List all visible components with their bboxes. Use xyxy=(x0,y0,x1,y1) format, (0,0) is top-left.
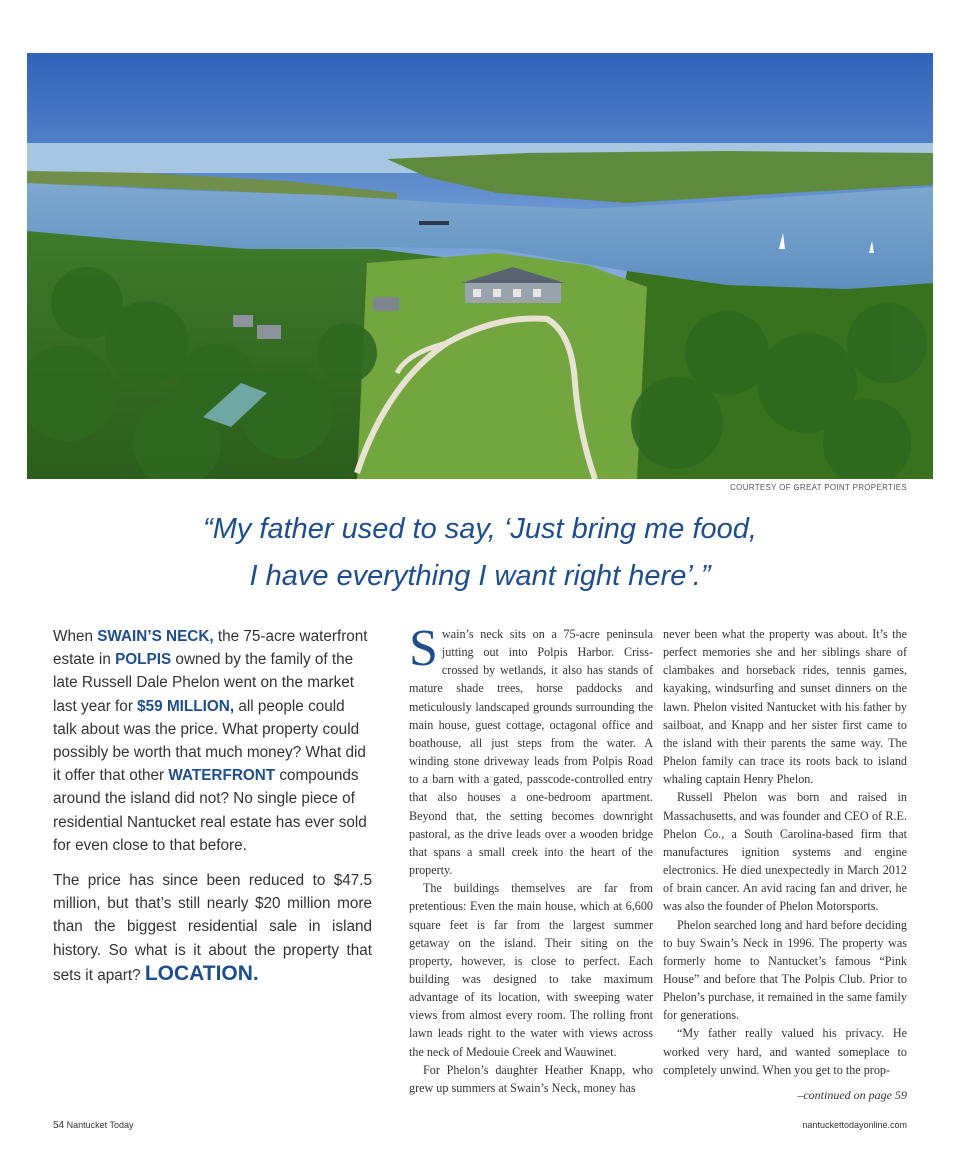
intro-text-run: all people could talk about was the price. What property could possibly be worth that much money? What did it offer that other xyxy=(53,697,366,785)
highlight-polpis: POLPIS xyxy=(115,651,172,669)
article-paragraph: The buildings themselves are far from pretentious: Even the main house, which at 6,600 square feet is far from the largest summer getaway on the island. Their siting on the property, however, is close to perfect. Each building was designed to take maximum advantage of its location, with sweeping water views from almost every room. The rolling front lawn leads right to the water with views across the neck of Medouie Creek and Wauwinet. xyxy=(409,881,653,1059)
highlight-price: $59 MILLION, xyxy=(137,697,235,715)
highlight-location: LOCATION. xyxy=(144,961,259,985)
intro-text-run: The price has since been reduced to $47.5 million, but that’s still nearly $20 million more than the biggest residential sale in island history. So what is it about the property that sets it apart? xyxy=(53,872,372,984)
article-paragraph xyxy=(409,620,653,879)
drop-cap: S xyxy=(409,620,438,677)
pull-quote-line-1: “My father used to say, ‘Just bring me food, xyxy=(203,513,757,545)
article-column-1 xyxy=(409,620,653,1097)
intro-text-run: When xyxy=(53,628,98,645)
photo-credit: COURTESY OF GREAT POINT PROPERTIES xyxy=(730,483,907,492)
aerial-photo xyxy=(27,53,933,479)
article-column-2 xyxy=(663,625,907,1079)
article-text: wain’s neck sits on a 75-acre peninsula jutting out into Polpis Harbor. Criss-crossed by wetlands, it also has stands of mature shade trees, horse paddocks and meticulously landscaped grounds surrounding the main house, guest cottage, octagonal office and boathouse, all just steps from the water. A winding stone driveway leads from Polpis Road to a barn with a gated, passcode-controlled entry that also houses a one-bedroom apartment. Beyond that, the setting becomes downright pastoral, as the drive leads over a wooden bridge that spans a small creek into the heart of the property. xyxy=(409,627,653,878)
continued-note: –continued on page 59 xyxy=(797,1088,907,1102)
intro-text-run: the 75-acre waterfront estate in xyxy=(53,628,368,669)
article-paragraph: “My father really valued his privacy. He worked very hard, and wanted someplace to completely unwind. When you get to the prop- xyxy=(663,1026,907,1077)
article-paragraph: never been what the property was about. It’s the perfect memories she and her siblings share of clambakes and horseback rides, tennis games, kayaking, windsurfing and sunset dinners on the lawn. Phelon visited Nantucket with his father by sailboat, and Knapp and her sister first came to the island with their parents the same way. The Phelon family can trace its roots back to island whaling captain Henry Phelon. xyxy=(663,627,907,787)
highlight-waterfront: WATERFRONT xyxy=(168,767,276,785)
pull-quote xyxy=(60,506,900,600)
footer-website: nantuckettodayonline.com xyxy=(802,1120,907,1130)
intro-paragraph-1 xyxy=(53,625,372,857)
highlight-swains-neck: SWAIN’S NECK, xyxy=(97,628,214,645)
publication-name: Nantucket Today xyxy=(66,1120,134,1130)
article-paragraph: Russell Phelon was born and raised in Massachusetts, and was founder and CEO of R.E. Phelon Co., a South Carolina-based firm that manufactures ignition systems and engine electronics. He died unexpectedly in March 2012 of brain cancer. An avid racing fan and driver, he was also the founder of Phelon Motorsports. xyxy=(663,790,907,914)
intro-paragraph-2 xyxy=(53,869,372,987)
article-paragraph: Phelon searched long and hard before deciding to buy Swain’s Neck in 1996. The property was formerly home to Nantucket’s famous “Pink House” and before that The Polpis Club. Prior to Phelon’s purchase, it remained in the same family for generations. xyxy=(663,917,907,1023)
intro-text xyxy=(53,625,372,999)
pull-quote-line-2: I have everything I want right here’.” xyxy=(249,560,711,592)
intro-text-run: compounds around the island did not? No single piece of residential Nantucket real estate has ever sold for even close to that before. xyxy=(53,767,367,854)
article-paragraph: For Phelon’s daughter Heather Knapp, who grew up summers at Swain’s Neck, money has xyxy=(409,1062,653,1095)
footer-folio xyxy=(53,1120,134,1131)
intro-text-run: owned by the family of the late Russell Dale Phelon went on the market last year for xyxy=(53,651,355,715)
page-number: 54 xyxy=(53,1120,65,1131)
